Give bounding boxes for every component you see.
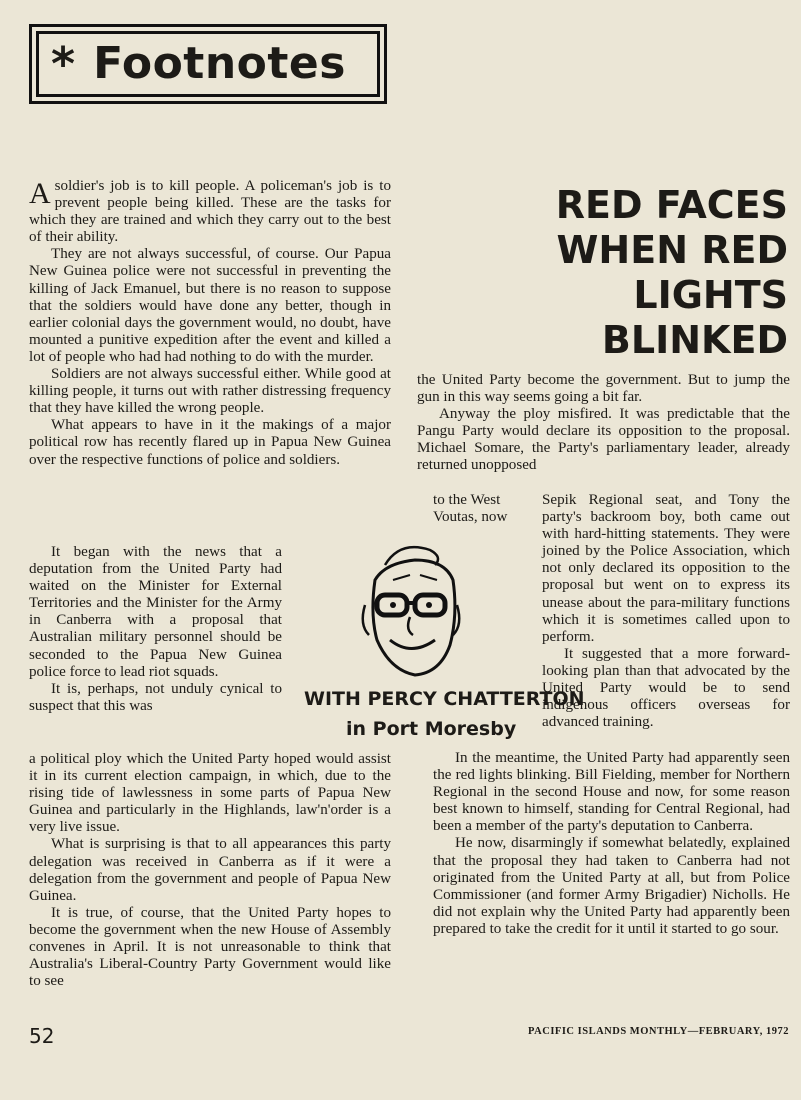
left-column-top xyxy=(29,178,391,469)
paragraph-2: They are not always successful, of course. Our Papua New Guinea police were not successful in preventing the killing of Jack Emanuel, but there is no reason to suppose that the soldiers would have done any better, though in earlier colonial days the government would, no doubt, have mounted a punitive expedition after the event and killed a lot of people who had had nothing to do with the murder. xyxy=(29,246,391,365)
masthead-inner-frame xyxy=(36,31,380,97)
right-paragraph-5: He now, disarmingly if somewhat belatedly, explained that the proposal they had taken to Canberra had not originated from the United Party at all, but from Police Commissioner (and former Army Brigadier) Nicholls. He did not explain why the United Party had apparently been prepared to take the credit for it until it started to go sour. xyxy=(433,835,790,937)
paragraph-6-continued: a political ploy which the United Party hoped would assist it in its current election campaign, in which, due to the rising tide of lawlessness in some parts of Papua New Guinea and particularly in the Highlands, law'n'order is a very live issue. xyxy=(29,751,391,836)
paragraph-1-text: soldier's job is to kill people. A policeman's job is to prevent people being killed. These are the tasks for which they are trained and which they carry out to the best of their ability. xyxy=(29,178,391,246)
masthead-box xyxy=(29,24,387,104)
page-number: 52 xyxy=(29,1024,55,1048)
right-paragraph-1: the United Party become the government. But to jump the gun in this way seems going a bit far. xyxy=(417,372,790,406)
left-column-narrow xyxy=(29,544,282,715)
paragraph-3: Soldiers are not always successful either. While good at killing people, it turns out with rather distressing frequency that they have killed the wrong people. xyxy=(29,366,391,417)
paragraph-7: What is surprising is that to all appearances this party delegation was received in Canberra as if it were a delegation from the government and people of Papua New Guinea. xyxy=(29,836,391,904)
headline-line-2: WHEN RED xyxy=(556,228,788,272)
right-column-top xyxy=(417,372,790,475)
article-headline xyxy=(448,183,788,363)
paragraph-5: It began with the news that a deputation from the United Party had waited on the Minister for External Territories and the Minister for the Army in Canberra with a proposal that Australian military personnel should be seconded to the Papua New Guinea police force to lead riot squads. xyxy=(29,544,282,680)
paragraph-8: It is true, of course, that the United Party hopes to become the government when the new House of Assembly convenes in April. It is not unreasonable to think that Australia's Liberal-Country Party Government would like to see xyxy=(29,904,391,990)
asterisk-icon: * xyxy=(51,37,76,91)
right-paragraph-4: In the meantime, the United Party had apparently seen the red lights blinking. Bill Fielding, member for Northern Regional in the second House and now, for some reason best known to himself, standing for Central Regional, had been a member of the party's deputation to Canberra. xyxy=(433,750,790,835)
paragraph-4: What appears to have in it the makings of a major political row has recently flared up in Papua New Guinea over the respective functions of police and soldiers. xyxy=(29,417,391,468)
paragraph-6: It is, perhaps, not unduly cynical to suspect that this was xyxy=(29,680,282,714)
right-paragraph-2-fragment: to the West Voutas, now xyxy=(433,492,508,526)
author-caricature-illustration xyxy=(355,535,465,685)
paragraph-1 xyxy=(29,178,391,246)
byline-author: WITH PERCY CHATTERTON xyxy=(304,688,585,710)
headline-line-1: RED FACES xyxy=(555,183,788,227)
right-column-side-fragment xyxy=(433,492,523,526)
section-title: Footnotes xyxy=(93,38,346,89)
right-paragraph-2: Anyway the ploy misfired. It was predictable that the Pangu Party would declare its opposition to the proposal. Michael Somare, the Party's parliamentary leader, already returned unopposed xyxy=(417,406,790,474)
byline-location: in Port Moresby xyxy=(346,718,517,740)
right-column-narrow xyxy=(542,492,790,731)
left-column-bottom xyxy=(29,751,391,990)
publication-footer: PACIFIC ISLANDS MONTHLY—FEBRUARY, 1972 xyxy=(528,1026,789,1037)
right-column-bottom xyxy=(433,750,790,938)
drop-cap: A xyxy=(29,177,51,210)
headline-line-3: LIGHTS BLINKED xyxy=(601,273,788,362)
right-paragraph-2-continued: Sepik Regional seat, and Tony the party's backroom boy, both came out with hard-hitting statements. They were joined by the Police Association, which not only declared its opposition to the proposal but went on to express its unease about the para-military functions which it is sometimes called upon to perform. xyxy=(542,492,790,645)
right-paragraph-3: It suggested that a more forward-looking plan than that advocated by the United Party would be to send indigenous officers overseas for advanced training. xyxy=(542,645,790,731)
